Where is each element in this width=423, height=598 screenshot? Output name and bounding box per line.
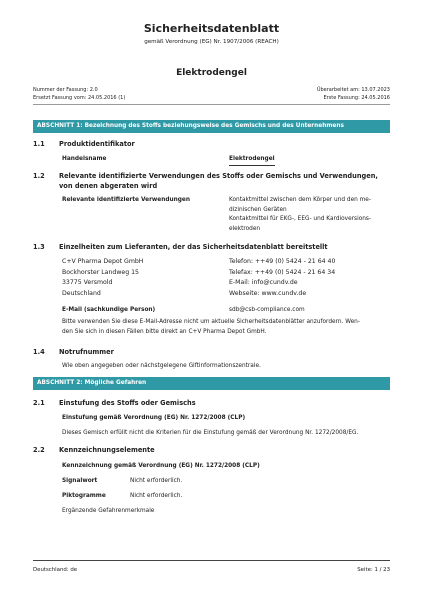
pictograms-label: Piktogramme	[62, 493, 106, 499]
note-line: den Sie sich in diesen Fällen bitte direkt an C+V Pharma Depot GmbH.	[62, 328, 267, 335]
classification-text: Dieses Gemisch erfüllt nicht die Kriterien für die Einstufung gemäß der Verordnung Nr. 1272/2008/EG.	[62, 430, 359, 436]
subsection-number: 2.2	[33, 446, 45, 454]
subsection-2-2	[33, 445, 379, 455]
footer-divider	[33, 560, 390, 561]
emergency-text: Wie oben angegeben oder nächstgelegene Giftinformationszentrale.	[62, 363, 261, 369]
first-version-date: Erste Fassung: 24.05.2016	[323, 95, 390, 101]
company-name: C+V Pharma Depot GmbH	[62, 258, 144, 265]
revised-date: Überarbeitet am: 13.07.2023	[316, 87, 390, 93]
subsection-title: Notrufnummer	[59, 348, 114, 356]
city: 33775 Versmold	[62, 279, 113, 286]
classification-heading: Einstufung gemäß Verordnung (EG) Nr. 1272/2008 (CLP)	[62, 415, 246, 421]
supplemental-hazards: Ergänzende Gefahrenmerkmale	[62, 508, 155, 514]
tradename-value: Elektrodengel	[229, 155, 275, 166]
subsection-1-4	[33, 347, 379, 357]
contact-person-email: sdb@csb-compliance.com	[229, 307, 305, 313]
subsection-number: 1.1	[33, 140, 45, 148]
email: E-Mail: info@cundv.de	[229, 279, 298, 286]
revision-info	[317, 86, 390, 102]
subsection-1-1	[33, 139, 379, 149]
subsection-title: Einstufung des Stoffs oder Gemischs	[59, 399, 196, 407]
page-number: Seite: 1 / 23	[357, 567, 390, 573]
header-divider	[33, 104, 390, 105]
use-line: Kontaktmittel für EKG-, EEG- und Kardioversions-	[229, 216, 372, 222]
replaced-version: Ersetzt Fassung vom: 24.05.2016 (1)	[33, 95, 126, 101]
country: Deutschland	[62, 289, 101, 297]
section-2-heading: ABSCHNITT 2: Mögliche Gefahren	[33, 377, 390, 390]
phone: Telefon: ++49 (0) 5424 - 21 64 40	[229, 258, 336, 265]
signal-word-label: Signalwort	[62, 478, 98, 484]
street: Bockhorster Landweg 15	[62, 268, 139, 276]
use-label: Relevante identifizierte Verwendungen	[62, 197, 190, 203]
document-title: Sicherheitsdatenblatt	[143, 22, 280, 35]
use-value	[229, 196, 371, 234]
labelling-heading: Kennzeichnung gemäß Verordnung (EG) Nr. 1272/2008 (CLP)	[62, 463, 260, 469]
website: Webseite: www.cundv.de	[229, 289, 307, 297]
subsection-number: 2.1	[33, 399, 45, 407]
product-name: Elektrodengel	[176, 68, 247, 78]
contact-person-label: E-Mail (sachkundige Person)	[62, 307, 156, 313]
subsection-1-2	[33, 171, 379, 191]
subsection-number: 1.2	[33, 172, 45, 180]
subsection-title: Relevante identifizierte Verwendungen des Stoffs oder Gemischs und Verwendungen, von denen abgeraten wird	[59, 172, 378, 190]
subsection-2-1	[33, 398, 379, 408]
version-number: Nummer der Fassung: 2.0	[33, 87, 98, 93]
subsection-title: Produktidentifikator	[59, 140, 135, 148]
document-subtitle: gemäß Verordnung (EG) Nr. 1907/2006 (REACH)	[144, 39, 279, 45]
pictograms-value: Nicht erforderlich.	[130, 493, 183, 499]
footer-country: Deutschland: de	[33, 567, 78, 573]
subsection-title: Kennzeichnungselemente	[59, 446, 155, 454]
subsection-1-3	[33, 242, 379, 252]
section-1-heading: ABSCHNITT 1: Bezeichnung des Stoffs beziehungsweise des Gemischs und des Unternehmens	[33, 120, 390, 133]
email-note	[62, 318, 360, 337]
version-info	[33, 86, 125, 102]
fax: Telefax: ++49 (0) 5424 - 21 64 34	[229, 268, 336, 276]
tradename-label: Handelsname	[62, 156, 107, 162]
subsection-number: 1.3	[33, 243, 45, 251]
use-line: elektroden	[229, 225, 261, 232]
signal-word-value: Nicht erforderlich.	[130, 478, 183, 484]
supplier-address	[62, 257, 143, 299]
note-line: Bitte verwenden Sie diese E-Mail-Adresse nicht um aktuelle Sicherheitsdatenblätter anzufordern. Wen-	[62, 319, 360, 325]
use-line: dizinischen Geräten	[229, 206, 287, 213]
supplier-contact	[229, 257, 335, 299]
use-line: Kontaktmittel zwischen dem Körper und den me-	[229, 197, 371, 203]
subsection-title: Einzelheiten zum Lieferanten, der das Sicherheitsdatenblatt bereitstellt	[59, 243, 328, 251]
subsection-number: 1.4	[33, 348, 45, 356]
